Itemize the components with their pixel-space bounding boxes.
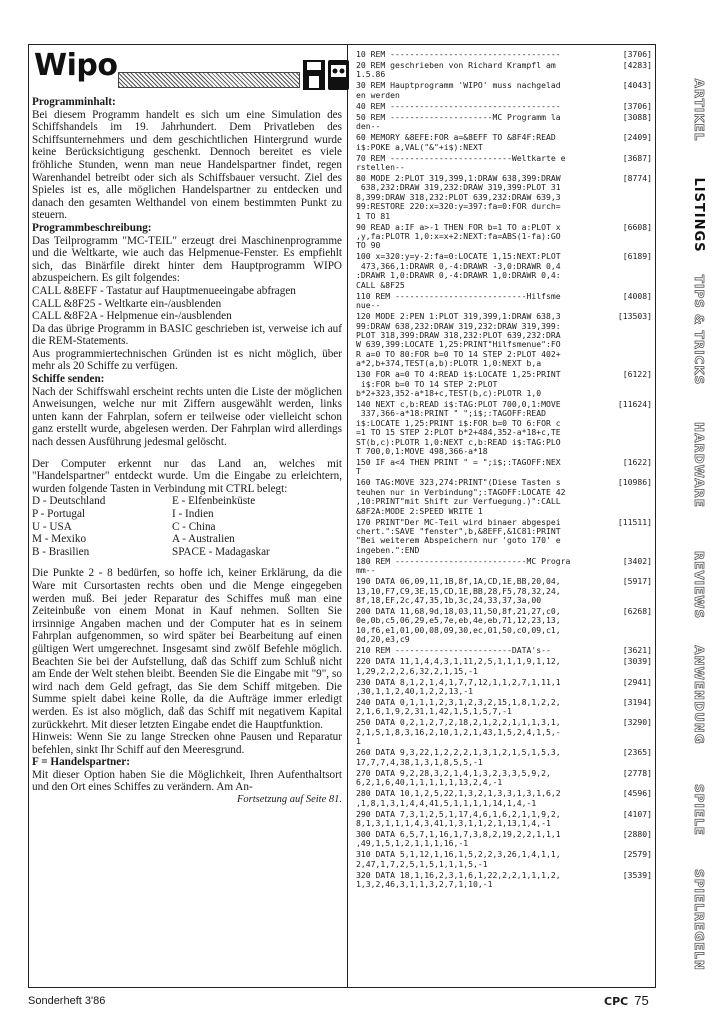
sidebar-label: REVIEWS <box>692 550 706 620</box>
continuation-note: Fortsetzung auf Seite 81. <box>237 794 342 806</box>
listing-line <box>356 81 652 100</box>
listing-code: 210 REM ------------------------DATA's-- <box>356 645 551 656</box>
listing-checksum: [3402] <box>622 555 652 566</box>
listing-line <box>356 871 652 890</box>
country-key: P - Portugal <box>32 508 86 520</box>
listing-line <box>356 50 652 59</box>
listing-code: 110 REM ---------------------------Hilfsme nue-- <box>356 290 561 311</box>
sidebar-label: LISTINGS <box>691 177 706 253</box>
listing-code: 230 DATA 8,1,2,1,4,1,7,7,12,1,1,2,7,1,11,1 ,30,1,1,2,40,1,2,2,13,-1 <box>356 676 561 697</box>
section-heading: Programmbeschreibung: <box>32 221 152 234</box>
listing-checksum: [8774] <box>622 173 652 184</box>
listing-checksum: [3039] <box>622 656 652 667</box>
listing-checksum: [13503] <box>617 311 652 322</box>
column-divider <box>347 44 348 988</box>
listing-checksum: [3290] <box>622 717 652 728</box>
listing-checksum: [5917] <box>622 576 652 587</box>
listing-checksum: [2880] <box>622 828 652 839</box>
paragraph: Das Teilprogramm "MC-TEIL" erzeugt drei Maschinenprogramme und die Weltkarte, wie auch das Helpmenue-Fenster. Es empfiehlt sich, das Binärfile direkt hinter dem Hauptprogramm WIPO abzuspeichern. Es gilt folgendes: <box>32 234 342 285</box>
listing-code: 270 DATA 9,2,28,3,2,1,4,1,3,2,3,3,5,9,2, 6,2,1,6,40,1,1,1,1,1,13,2,4,-1 <box>356 767 551 788</box>
listing-line <box>356 769 652 788</box>
country-key: D - Deutschland <box>32 495 106 508</box>
listing-code: 180 REM ---------------------------MC Progra mm-- <box>356 555 571 576</box>
listing-checksum: [2579] <box>622 849 652 860</box>
listing-line <box>356 810 652 829</box>
listing-checksum: [3706] <box>622 100 652 111</box>
paragraph-gap <box>32 449 342 458</box>
listing-line <box>356 718 652 746</box>
paragraph: Aus programmiertechnischen Gründen ist es nicht möglich, über mehr als 20 Schiffe zu verfügen. <box>32 347 342 373</box>
listing-line <box>356 174 652 221</box>
listing-checksum: [2941] <box>622 676 652 687</box>
listing-checksum: [3621] <box>622 645 652 656</box>
listing-checksum: [11624] <box>617 398 652 409</box>
wipo-logo: Wipo <box>34 48 118 83</box>
listing-code: 310 DATA 5,1,12,1,16,1,5,2,2,3,26,1,4,1,1, 2,47,1,7,2,5,1,5,1,1,1,5,-1 <box>356 849 561 869</box>
listing-line <box>356 850 652 869</box>
listing-code: 120 MODE 2:PEN 1:PLOT 319,399,1:DRAW 638,3 99:DRAW 638,232:DRAW 319,232:DRAW 319,399: PLOT 318,399:DRAW 318,232:PLOT 639,232:DRA W 639,399:LOCATE 1,25:PRINT"Hilfsmenue":FO R a=0 TO 80:FOR b=0 TO 14 STEP 2:PLOT 402+ a*2,b+374,TEST(a,b):PLOTR 1,0:NEXT b,a <box>356 311 561 369</box>
listing-code: 320 DATA 18,1,16,2,3,1,6,1,22,2,2,1,1,1,2, 1,3,2,46,3,1,1,3,2,7,1,10,-1 <box>356 869 561 890</box>
listing-checksum: [4596] <box>622 788 652 799</box>
country-key: M - Mexiko <box>32 533 87 546</box>
listing-code: 80 MODE 2:PLOT 319,399,1:DRAW 638,399:DRAW 638,232:DRAW 319,232:DRAW 319,399:PLOT 31 8,399:DRAW 318,232:PLOT 639,232:DRAW 639,3 99:RESTORE 220:x=320:y=397:fa=0:FOR durch= 1 TO 81 <box>356 173 561 221</box>
sidebar-label: ARTIKEL <box>692 78 706 142</box>
listing-checksum: [2778] <box>622 767 652 778</box>
listing-code: 100 x=320:y=y-2:fa=0:LOCATE 1,15:NEXT:PLOT 473,366,1:DRAWR 0,-4:DRAWR -3,0:DRAWR 0,4 :DRAWR 1,0:DRAWR 0,-4:DRAWR 1,0:DRAWR 0,4: CALL &8F25 <box>356 251 561 290</box>
listing-checksum: [3088] <box>622 111 652 122</box>
hatched-banner <box>118 72 300 88</box>
listing-line <box>356 133 652 152</box>
listing-line <box>356 312 652 368</box>
listing-line <box>356 557 652 576</box>
page-number-value: 75 <box>634 993 649 1008</box>
listing-checksum: [2409] <box>622 132 652 143</box>
article-body <box>32 96 342 495</box>
listing-code: 150 IF a<4 THEN PRINT " = ";i$;:TAGOFF:NEX T <box>356 456 561 477</box>
country-key-table <box>32 495 342 558</box>
section-sidebar <box>676 40 704 980</box>
sidebar-label: TIPS & TRICKS <box>692 274 706 386</box>
listing-line <box>356 154 652 173</box>
listing-checksum: [4043] <box>622 80 652 91</box>
listing-code: 260 DATA 9,3,22,1,2,2,2,1,3,1,2,1,5,1,5,3, 17,7,7,4,38,1,3,1,8,5,5,-1 <box>356 747 561 767</box>
magazine-brand: CPC <box>604 995 629 1008</box>
listing-code: 160 TAG:MOVE 323,274:PRINT"(Diese Tasten s teuhen nur in Verbindung";:TAGOFF:LOCATE 42 ,10:PRINT"mit Shift zur Verfuegung.)":CALL &8F2A:MODE 2:SPEED WRITE 1 <box>356 477 566 516</box>
listing-code: 240 DATA 0,1,1,1,2,3,1,2,3,2,15,1,8,1,2,2, 2,1,6,1,9,2,31,1,42,1,5,1,5,7,-1 <box>356 697 561 717</box>
page-number <box>604 993 649 1008</box>
listing-code: 190 DATA 06,09,11,1B,8f,1A,CD,1E,BB,20,04, 13,10,F7,C9,3E,15,CD,1E,BB,28,F5,78,32,24, 8f,18,EF,2c,47,35,1b,3c,24,33,37,3a,00 <box>356 576 561 606</box>
listing-code: 60 MEMORY &8EFE:FOR a=&8EFF TO &8F4F:READ i$:POKE a,VAL("&"+i$):NEXT <box>356 132 556 152</box>
listing-code: 170 PRINT"Der MC-Teil wird binaer abgespei chert.":SAVE "fenster",b,&8EFF,&1C81:PRINT "Bei weiterem Abspeichern nur 'goto 170' e ingeben.":END <box>356 516 561 555</box>
listing-code: 220 DATA 11,1,4,4,3,1,11,2,5,1,1,1,9,1,12, 1,29,2,2,2,6,32,2,1,15,-1 <box>356 656 561 676</box>
listing-code: 290 DATA 7,3,1,2,5,1,17,4,6,1,6,2,1,1,9,2, 8,1,3,1,1,1,4,3,41,1,3,1,1,2,1,13,1,4,-1 <box>356 808 561 828</box>
listing-code: 20 REM geschrieben von Richard Krampfl am 1.5.86 <box>356 60 556 80</box>
listing-line <box>356 748 652 767</box>
listing-checksum: [2365] <box>622 747 652 758</box>
listing-line <box>356 292 652 311</box>
country-key: C - China <box>172 520 216 533</box>
listing-code: 250 DATA 0,2,1,2,7,2,18,2,1,2,2,1,1,1,3,1, 2,1,5,1,8,3,16,2,10,1,2,1,43,1,5,2,4,1,5,- 1 <box>356 717 561 747</box>
listing-code: 30 REM Hauptprogramm 'WIPO' muss nachgelad en werden <box>356 80 561 100</box>
listing-code: 10 REM ----------------------------------- <box>356 49 561 59</box>
issue-label: Sonderheft 3'86 <box>28 995 106 1007</box>
listing-line <box>356 646 652 655</box>
listing-code: 130 FOR a=0 TO 4:READ i$:LOCATE 1,25:PRINT i$:FOR b=0 TO 14 STEP 2:PLOT b*2+323,352-a*18+c,TEST(b,c):PLOTR 1,0 <box>356 369 561 398</box>
listing-line <box>356 789 652 808</box>
paragraph: CALL &8F2A - Helpmenue ein-/ausblenden <box>32 310 232 323</box>
article-body-continued <box>32 558 342 794</box>
article-column <box>32 50 342 807</box>
paragraph: Hinweis: Wenn Sie zu lange Strecken ohne Pausen und Reparatur befehlen, sinkt Ihr Schiff auf den Meeresgrund. <box>32 731 342 756</box>
sidebar-label: ANWENDUNG <box>692 645 706 745</box>
listing-line <box>356 678 652 697</box>
country-key: U - USA <box>32 520 72 533</box>
listing-line <box>356 61 652 80</box>
listing-checksum: [3539] <box>622 869 652 880</box>
sidebar-label: SPIELE <box>692 784 706 836</box>
country-key: E - Elfenbeinküste <box>172 495 256 508</box>
listing-line <box>356 400 652 456</box>
sidebar-label: SPIELREGELN <box>692 869 706 971</box>
listing-code: 70 REM -------------------------Weltkarte e rstellen-- <box>356 152 566 173</box>
listing-checksum: [1622] <box>622 456 652 467</box>
listing-code: 200 DATA 11,68,9d,18,03,11,50,8f,21,27,c0, 0e,0b,c5,06,29,e5,7e,eb,4e,eb,71,12,23,13, 10,f6,e1,01,00,08,09,30,ec,01,50,c0,09,c1, 0d,20,e3,c9 <box>356 606 561 645</box>
listing-line <box>356 252 652 290</box>
country-key: I - Indien <box>172 508 214 520</box>
listing-line <box>356 458 652 477</box>
disk-and-cassette-icon <box>302 56 350 94</box>
country-key: B - Brasilien <box>32 545 90 558</box>
paragraph: Da das übrige Programm in BASIC geschrieben ist, verweise ich auf die REM-Statements. <box>32 322 342 348</box>
section-heading: Programminhalt: <box>32 96 116 108</box>
listing-checksum: [3687] <box>622 152 652 163</box>
listing-checksum: [10986] <box>617 477 652 488</box>
listing-checksum: [3194] <box>622 697 652 708</box>
paragraph: Die Punkte 2 - 8 bedürfen, so hoffe ich, keiner Erklärung, da die Ware mit Cursortasten rechts oben und die Menge eingegeben werden muß. Bei jeder Reparatur des Schiffes muß man eine Zeiteinbuße von einem Monat in Kauf nehmen. Sollten Sie irrsinnige Angaben machen und der Computer hat es in seinem Fahrplan aufgenommen, so wird später bei Bearbeitung auf einen gültigen Wert umgerechnet. Insgesamt sind zwölf Befehle möglich. Beachten Sie bei der Aufstellung, daß das Schiff zum Schluß nicht am Ende der Welt stehen bleibt. Beenden Sie die Eingabe mit "9", so wird nach dem Geld gefragt, das Sie dem Schiff mitgeben. Die Summe spielt dabei keine Rolle, da die Aufträge immer erledigt werden. Es ist also möglich, daß das Schiff mit negativem Kapital zurückkehrt. Mit dieser letzten Eingabe endet die Hauptfunktion. <box>32 567 342 731</box>
paragraph: Der Computer erkennt nur das Land an, welches mit "Handelspartner" entdeckt wurde. Um die Eingabe zu erleichtern, wurden folgende Tasten in Verbindung mit CTRL belegt: <box>32 457 342 495</box>
listing-line <box>356 102 652 111</box>
section-heading: F = Handelspartner: <box>32 756 130 769</box>
listing-checksum: [11511] <box>617 516 652 527</box>
listing-line <box>356 113 652 132</box>
listing-line <box>356 478 652 516</box>
listing-checksum: [6189] <box>622 251 652 262</box>
sidebar-label: HARDWARE <box>692 422 706 508</box>
paragraph: CALL &8EFF - Tastatur auf Hauptmenueeingabe abfragen <box>32 284 296 297</box>
listing-line <box>356 657 652 676</box>
paragraph-gap <box>32 558 342 567</box>
listing-code: 50 REM ---------------------MC Programm la den-- <box>356 111 561 132</box>
listing-line <box>356 577 652 605</box>
paragraph: Nach der Schiffswahl erscheint rechts unten die Liste der möglichen Anweisungen, welche nur mit Ziffern ausgewählt werden, links unten kann der Fahrplan, sofern er teilweise oder vielleicht schon ganz erstellt wurde, abgelesen werden. Der Fahrplan wird allerdings nach dessen Ausführung jedesmal gelöscht. <box>32 385 342 449</box>
listing-code: 90 READ a:IF a>-1 THEN FOR b=1 TO a:PLOT x ,y,fa:PLOTR 1,0:x=x+2:NEXT:fa=ABS(1-fa):GO TO 90 <box>356 221 561 251</box>
listing-line <box>356 223 652 251</box>
listing-code: 300 DATA 6,5,7,1,16,1,7,3,8,2,19,2,2,1,1,1 ,49,1,5,1,2,1,1,1,16,-1 <box>356 828 561 849</box>
listing-checksum: [4283] <box>622 60 652 70</box>
listing-line <box>356 518 652 556</box>
listing-checksum: [6268] <box>622 606 652 617</box>
paragraph: Mit dieser Option haben Sie die Möglichkeit, Ihren Aufenthaltsort und den Ort eines Schiffes zu verändern. Am An- <box>32 768 342 794</box>
country-key: SPACE - Madagaskar <box>172 545 270 558</box>
section-heading: Schiffe senden: <box>32 373 105 386</box>
listing-line <box>356 607 652 645</box>
listing-checksum: [4008] <box>622 290 652 301</box>
listing-code: 40 REM ----------------------------------- <box>356 100 561 111</box>
listing-checksum: [3706] <box>622 49 652 59</box>
paragraph: Bei diesem Programm handelt es sich um eine Simulation des Schiffshandels im 19. Jahrhundert. Dem Privatleben des Schiffsunternehmers und dem geschichtlichen Hintergrund wurde keine Berücksichtigung geschenkt. Dennoch bereitet es viele fröhliche Stunden, wenn man neue Handelspartner findet, regen Warenhandel betreibt oder sich als Schiffsbauer versucht. Ziel des Spieles ist es, alle möglichen Handelspartner zu entdecken und danach den gesamten Welthandel von einem bestimmten Punkt zu steuern. <box>32 108 342 222</box>
listing-line <box>356 370 652 398</box>
basic-listing <box>356 50 652 891</box>
listing-checksum: [6608] <box>622 221 652 232</box>
listing-code: 140 NEXT c,b:READ i$:TAG:PLOT 700,0,1:MOVE 337,366-a*18:PRINT " ";i$;:TAGOFF:READ i$:LOCATE 1,25:PRINT i$:FOR b=0 TO 6:FOR c =1 TO 15 STEP 2:PLOT b*2+484,352-a*18+c,TE ST(b,c):PLOTR 1,0:NEXT c,b:READ i$:TAG:PLO T 700,0,1:MOVE 498,366-a*18 <box>356 398 561 456</box>
listing-line <box>356 698 652 717</box>
listing-checksum: [6122] <box>622 369 652 380</box>
country-key: A - Australien <box>172 533 235 546</box>
listing-line <box>356 830 652 849</box>
title-row <box>32 50 342 96</box>
listing-code: 280 DATA 10,1,2,5,22,1,3,2,1,3,3,1,3,1,6,2 ,1,8,1,3,1,4,4,41,5,1,1,1,1,14,1,4,-1 <box>356 788 561 808</box>
paragraph: CALL &8F25 - Weltkarte ein-/ausblenden <box>32 297 222 310</box>
listing-checksum: [4107] <box>622 808 652 819</box>
